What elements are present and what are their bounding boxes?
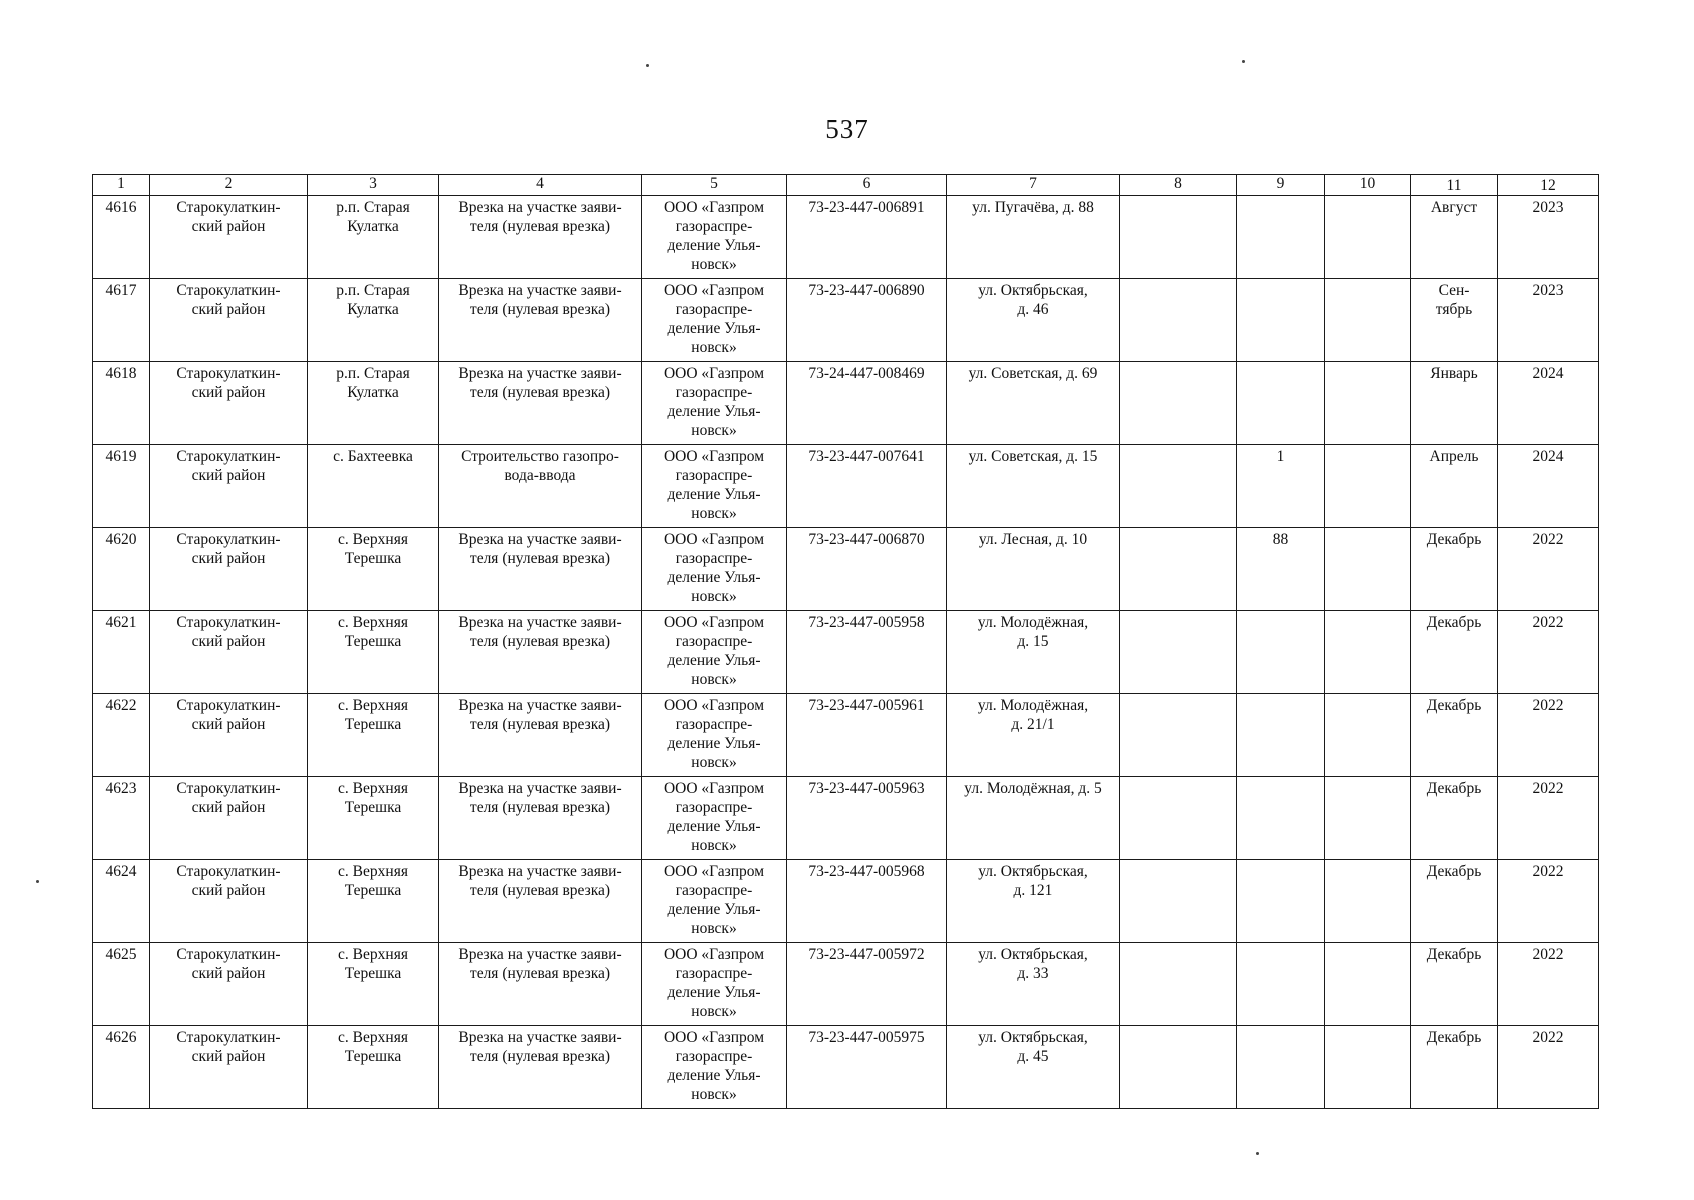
table-cell-col-6: 73-24-447-008469 — [787, 362, 947, 445]
table-cell-col-5: ООО «Газпром газораспре- деление Улья- новск» — [642, 445, 787, 528]
table-cell-col-11: Декабрь — [1411, 943, 1498, 1026]
table-cell-col-11: Декабрь — [1411, 1026, 1498, 1109]
table-cell-col-5: ООО «Газпром газораспре- деление Улья- новск» — [642, 611, 787, 694]
column-number-cell: 11 — [1411, 175, 1498, 196]
table-cell-col-10 — [1325, 694, 1411, 777]
table-row — [93, 528, 1599, 611]
table-cell-col-7: ул. Октябрьская, д. 33 — [947, 943, 1120, 1026]
table-cell-col-10 — [1325, 279, 1411, 362]
table-cell-col-4: Врезка на участке заяви- теля (нулевая врезка) — [439, 1026, 642, 1109]
table-cell-col-6: 73-23-447-005972 — [787, 943, 947, 1026]
table-cell-col-5: ООО «Газпром газораспре- деление Улья- новск» — [642, 860, 787, 943]
table-cell-col-2: Старокулаткин- ский район — [150, 611, 308, 694]
table-cell-col-4: Врезка на участке заяви- теля (нулевая врезка) — [439, 777, 642, 860]
column-number-cell: 7 — [947, 175, 1120, 196]
table-cell-col-8 — [1120, 694, 1237, 777]
table-cell-col-1: 4621 — [93, 611, 150, 694]
table-row — [93, 445, 1599, 528]
table-cell-col-2: Старокулаткин- ский район — [150, 1026, 308, 1109]
table-cell-col-7: ул. Пугачёва, д. 88 — [947, 196, 1120, 279]
table-cell-col-1: 4619 — [93, 445, 150, 528]
table-cell-col-7: ул. Октябрьская, д. 46 — [947, 279, 1120, 362]
table-cell-col-10 — [1325, 445, 1411, 528]
table-cell-col-12: 2024 — [1498, 445, 1599, 528]
table-cell-col-1: 4626 — [93, 1026, 150, 1109]
table-cell-col-9 — [1237, 279, 1325, 362]
table-cell-col-1: 4616 — [93, 196, 150, 279]
column-number-cell: 9 — [1237, 175, 1325, 196]
table-cell-col-2: Старокулаткин- ский район — [150, 777, 308, 860]
table-cell-col-3: с. Верхняя Терешка — [308, 528, 439, 611]
table-cell-col-12: 2022 — [1498, 1026, 1599, 1109]
table-row — [93, 943, 1599, 1026]
table-cell-col-4: Врезка на участке заяви- теля (нулевая врезка) — [439, 611, 642, 694]
table-cell-col-1: 4620 — [93, 528, 150, 611]
table-cell-col-12: 2023 — [1498, 279, 1599, 362]
table-cell-col-12: 2022 — [1498, 694, 1599, 777]
table-cell-col-10 — [1325, 528, 1411, 611]
table-cell-col-9 — [1237, 860, 1325, 943]
table-cell-col-9: 88 — [1237, 528, 1325, 611]
table-cell-col-11: Декабрь — [1411, 528, 1498, 611]
table-row — [93, 777, 1599, 860]
table-cell-col-11: Сен- тябрь — [1411, 279, 1498, 362]
table-cell-col-11: Январь — [1411, 362, 1498, 445]
table-cell-col-11: Декабрь — [1411, 860, 1498, 943]
scan-speck — [646, 64, 649, 67]
column-number-cell: 1 — [93, 175, 150, 196]
scan-speck — [1242, 60, 1245, 63]
table-cell-col-1: 4618 — [93, 362, 150, 445]
table-cell-col-10 — [1325, 943, 1411, 1026]
table-cell-col-2: Старокулаткин- ский район — [150, 362, 308, 445]
table-cell-col-9 — [1237, 611, 1325, 694]
scan-speck — [36, 880, 39, 883]
table-cell-col-12: 2022 — [1498, 777, 1599, 860]
table-cell-col-11: Декабрь — [1411, 777, 1498, 860]
table-cell-col-8 — [1120, 196, 1237, 279]
table-cell-col-6: 73-23-447-006890 — [787, 279, 947, 362]
table-cell-col-9 — [1237, 362, 1325, 445]
table-cell-col-8 — [1120, 445, 1237, 528]
table-cell-col-6: 73-23-447-005963 — [787, 777, 947, 860]
table-cell-col-8 — [1120, 611, 1237, 694]
table-cell-col-7: ул. Лесная, д. 10 — [947, 528, 1120, 611]
table-row — [93, 611, 1599, 694]
table-cell-col-8 — [1120, 777, 1237, 860]
table-cell-col-3: с. Верхняя Терешка — [308, 777, 439, 860]
table-cell-col-9: 1 — [1237, 445, 1325, 528]
table-cell-col-6: 73-23-447-005975 — [787, 1026, 947, 1109]
table-cell-col-8 — [1120, 943, 1237, 1026]
table-cell-col-10 — [1325, 860, 1411, 943]
table-cell-col-1: 4622 — [93, 694, 150, 777]
table-cell-col-3: с. Верхняя Терешка — [308, 694, 439, 777]
table-cell-col-5: ООО «Газпром газораспре- деление Улья- новск» — [642, 196, 787, 279]
table-cell-col-1: 4617 — [93, 279, 150, 362]
table-cell-col-9 — [1237, 777, 1325, 860]
table-cell-col-9 — [1237, 196, 1325, 279]
table-row — [93, 279, 1599, 362]
table-cell-col-3: с. Бахтеевка — [308, 445, 439, 528]
table-cell-col-3: р.п. Старая Кулатка — [308, 196, 439, 279]
table-cell-col-1: 4625 — [93, 943, 150, 1026]
table-row — [93, 860, 1599, 943]
table-cell-col-3: с. Верхняя Терешка — [308, 860, 439, 943]
table-cell-col-7: ул. Октябрьская, д. 45 — [947, 1026, 1120, 1109]
table-row — [93, 1026, 1599, 1109]
table-cell-col-12: 2024 — [1498, 362, 1599, 445]
table-cell-col-11: Апрель — [1411, 445, 1498, 528]
table-row — [93, 694, 1599, 777]
table-cell-col-6: 73-23-447-005958 — [787, 611, 947, 694]
table-cell-col-4: Врезка на участке заяви- теля (нулевая врезка) — [439, 528, 642, 611]
table-cell-col-3: р.п. Старая Кулатка — [308, 362, 439, 445]
table-cell-col-1: 4624 — [93, 860, 150, 943]
table-cell-col-4: Врезка на участке заяви- теля (нулевая врезка) — [439, 860, 642, 943]
table-cell-col-2: Старокулаткин- ский район — [150, 860, 308, 943]
table-cell-col-9 — [1237, 694, 1325, 777]
table-cell-col-12: 2022 — [1498, 528, 1599, 611]
registry-table — [92, 174, 1599, 1109]
table-cell-col-5: ООО «Газпром газораспре- деление Улья- новск» — [642, 777, 787, 860]
table-cell-col-9 — [1237, 1026, 1325, 1109]
table-cell-col-10 — [1325, 611, 1411, 694]
table-body — [93, 175, 1599, 1109]
table-cell-col-6: 73-23-447-005961 — [787, 694, 947, 777]
table-cell-col-4: Врезка на участке заяви- теля (нулевая врезка) — [439, 196, 642, 279]
table-cell-col-7: ул. Советская, д. 15 — [947, 445, 1120, 528]
table-cell-col-1: 4623 — [93, 777, 150, 860]
table-cell-col-7: ул. Молодёжная, д. 21/1 — [947, 694, 1120, 777]
column-number-row — [93, 175, 1599, 196]
table-cell-col-3: р.п. Старая Кулатка — [308, 279, 439, 362]
column-number-cell: 4 — [439, 175, 642, 196]
table-cell-col-4: Врезка на участке заяви- теля (нулевая врезка) — [439, 279, 642, 362]
table-row — [93, 196, 1599, 279]
table-cell-col-5: ООО «Газпром газораспре- деление Улья- новск» — [642, 528, 787, 611]
column-number-cell: 6 — [787, 175, 947, 196]
table-cell-col-2: Старокулаткин- ский район — [150, 196, 308, 279]
table-cell-col-12: 2022 — [1498, 611, 1599, 694]
table-cell-col-6: 73-23-447-005968 — [787, 860, 947, 943]
table-cell-col-3: с. Верхняя Терешка — [308, 943, 439, 1026]
table-cell-col-5: ООО «Газпром газораспре- деление Улья- новск» — [642, 694, 787, 777]
table-cell-col-5: ООО «Газпром газораспре- деление Улья- новск» — [642, 362, 787, 445]
table-cell-col-10 — [1325, 1026, 1411, 1109]
column-number-cell: 10 — [1325, 175, 1411, 196]
table-cell-col-5: ООО «Газпром газораспре- деление Улья- новск» — [642, 279, 787, 362]
table-cell-col-10 — [1325, 362, 1411, 445]
table-cell-col-10 — [1325, 196, 1411, 279]
table-cell-col-10 — [1325, 777, 1411, 860]
table-cell-col-7: ул. Октябрьская, д. 121 — [947, 860, 1120, 943]
table-cell-col-8 — [1120, 279, 1237, 362]
table-cell-col-2: Старокулаткин- ский район — [150, 528, 308, 611]
table-cell-col-11: Декабрь — [1411, 611, 1498, 694]
table-cell-col-6: 73-23-447-007641 — [787, 445, 947, 528]
page-number: 537 — [825, 114, 869, 144]
table-cell-col-8 — [1120, 362, 1237, 445]
table-cell-col-7: ул. Молодёжная, д. 5 — [947, 777, 1120, 860]
column-number-cell: 12 — [1498, 175, 1599, 196]
table-cell-col-11: Декабрь — [1411, 694, 1498, 777]
table-cell-col-8 — [1120, 528, 1237, 611]
table-cell-col-3: с. Верхняя Терешка — [308, 1026, 439, 1109]
column-number-cell: 3 — [308, 175, 439, 196]
column-number-cell: 5 — [642, 175, 787, 196]
column-number-cell: 2 — [150, 175, 308, 196]
table-cell-col-7: ул. Советская, д. 69 — [947, 362, 1120, 445]
table-cell-col-4: Врезка на участке заяви- теля (нулевая врезка) — [439, 943, 642, 1026]
table-cell-col-12: 2022 — [1498, 860, 1599, 943]
table-cell-col-2: Старокулаткин- ский район — [150, 279, 308, 362]
table-cell-col-9 — [1237, 943, 1325, 1026]
column-number-cell: 8 — [1120, 175, 1237, 196]
table-cell-col-3: с. Верхняя Терешка — [308, 611, 439, 694]
table-cell-col-4: Строительство газопро- вода-ввода — [439, 445, 642, 528]
table-cell-col-2: Старокулаткин- ский район — [150, 445, 308, 528]
table-cell-col-7: ул. Молодёжная, д. 15 — [947, 611, 1120, 694]
table-cell-col-8 — [1120, 1026, 1237, 1109]
table-cell-col-8 — [1120, 860, 1237, 943]
table-row — [93, 362, 1599, 445]
table-cell-col-6: 73-23-447-006870 — [787, 528, 947, 611]
table-cell-col-11: Август — [1411, 196, 1498, 279]
table-cell-col-6: 73-23-447-006891 — [787, 196, 947, 279]
scan-speck — [1256, 1152, 1259, 1155]
table-cell-col-12: 2023 — [1498, 196, 1599, 279]
table-cell-col-12: 2022 — [1498, 943, 1599, 1026]
table-cell-col-4: Врезка на участке заяви- теля (нулевая врезка) — [439, 362, 642, 445]
table-cell-col-5: ООО «Газпром газораспре- деление Улья- новск» — [642, 943, 787, 1026]
table-cell-col-2: Старокулаткин- ский район — [150, 943, 308, 1026]
table-cell-col-2: Старокулаткин- ский район — [150, 694, 308, 777]
table-cell-col-5: ООО «Газпром газораспре- деление Улья- новск» — [642, 1026, 787, 1109]
table-cell-col-4: Врезка на участке заяви- теля (нулевая врезка) — [439, 694, 642, 777]
